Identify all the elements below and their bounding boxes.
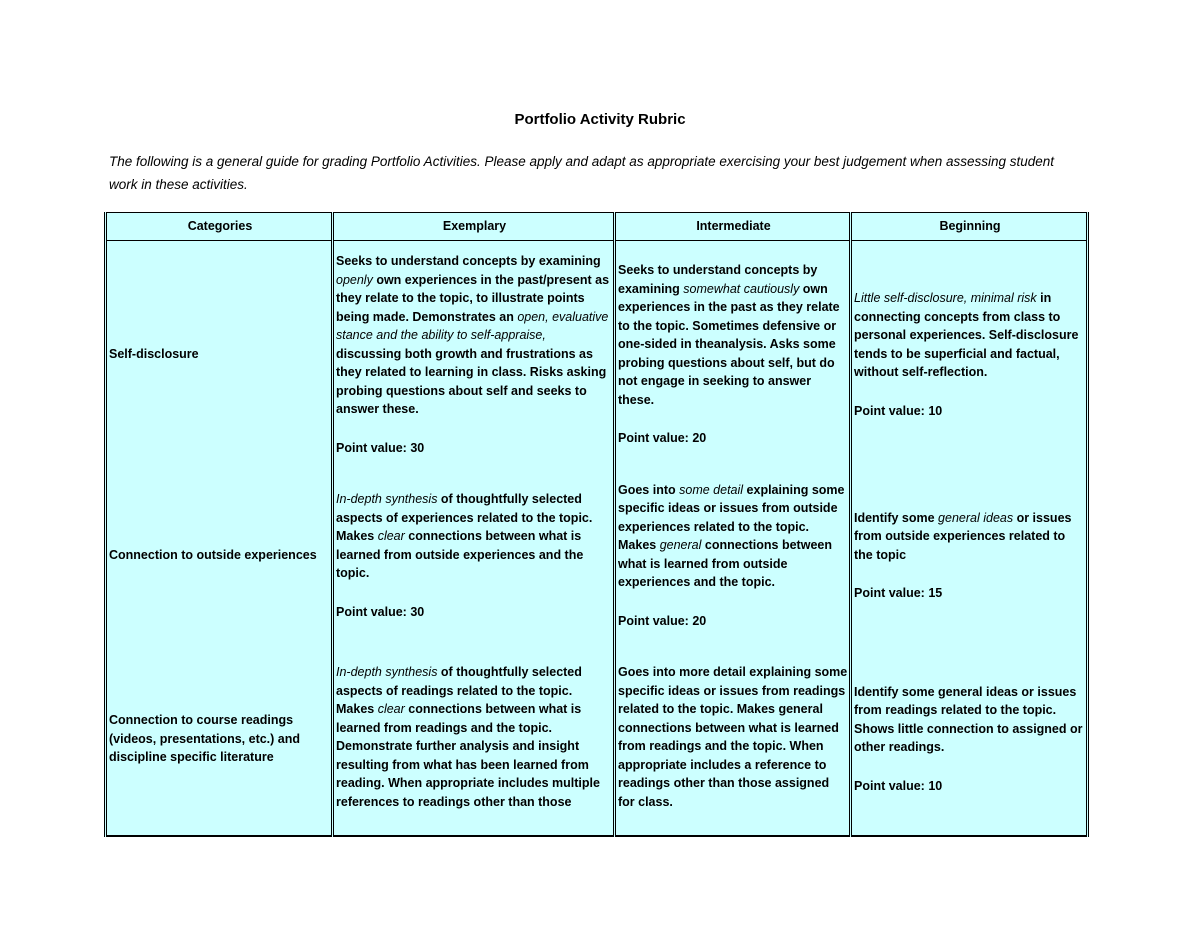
exemplary-cell bbox=[333, 643, 615, 836]
cell-text: Identify some bbox=[854, 510, 939, 525]
point-value: Point value: 10 bbox=[854, 778, 943, 793]
exemplary-cell bbox=[333, 468, 615, 643]
table-row bbox=[106, 643, 1088, 836]
page-title: Portfolio Activity Rubric bbox=[514, 111, 686, 128]
beginning-cell bbox=[851, 643, 1088, 836]
cell-emphasis: some detail bbox=[679, 482, 744, 497]
intermediate-cell bbox=[615, 241, 851, 469]
table-row bbox=[106, 241, 1088, 469]
beginning-cell bbox=[851, 468, 1088, 643]
point-value: Point value: 10 bbox=[854, 403, 943, 418]
cell-emphasis: clear bbox=[377, 702, 405, 716]
point-value: Point value: 20 bbox=[618, 431, 707, 446]
category-cell: Self-disclosure bbox=[106, 241, 333, 469]
intermediate-cell bbox=[615, 468, 851, 643]
cell-emphasis: somewhat cautiously bbox=[683, 281, 800, 296]
cell-emphasis: Little self-disclosure, minimal risk bbox=[854, 291, 1037, 305]
header-intermediate: Intermediate bbox=[615, 213, 851, 241]
cell-text: Identify some general ideas or issues from readings related to the topic. Shows little connection to assigned or other readings. bbox=[854, 684, 1083, 755]
cell-text: Goes into more detail explaining some specific ideas or issues from readings related to the topic. Makes general connections between what is learned from readings and the topic. When appropriate includes a reference to readings other than those assigned for class. bbox=[618, 665, 848, 809]
cell-text: own experiences in the past/present as they relate to the topic, to illustrate points being made. Demonstrates an bbox=[336, 272, 610, 324]
cell-text: of thoughtfully selected aspects of readings related to the topic. Makes bbox=[336, 665, 582, 716]
point-value: Point value: 30 bbox=[336, 440, 425, 455]
cell-text: or issues from outside experiences related to the topic bbox=[854, 510, 1072, 562]
cell-text: explaining some specific ideas or issues from outside experiences related to the topic. Makes bbox=[618, 482, 845, 553]
cell-emphasis: In-depth synthesis bbox=[336, 665, 438, 679]
table-row bbox=[106, 468, 1088, 643]
cell-text: connections between what is learned from readings and the topic. Demonstrate further analysis and insight resulting from what has been learned from reading. When appropriate includes multiple references to readings other than those bbox=[336, 702, 600, 809]
cell-emphasis: open, evaluative stance and the ability to self-appraise, bbox=[336, 309, 609, 342]
header-exemplary: Exemplary bbox=[333, 213, 615, 241]
category-cell: Connection to outside experiences bbox=[106, 468, 333, 643]
exemplary-cell bbox=[333, 241, 615, 469]
header-beginning: Beginning bbox=[851, 213, 1088, 241]
header-categories: Categories bbox=[106, 213, 333, 241]
header-row bbox=[106, 213, 1088, 241]
cell-text: connections between what is learned from outside experiences and the topic. bbox=[336, 529, 584, 580]
cell-text: connections between what is learned from outside experiences and the topic. bbox=[618, 538, 832, 590]
cell-text: Seeks to understand concepts by examining bbox=[618, 263, 818, 296]
cell-text: own experiences in the past as they relate to the topic. Sometimes defensive or one-sided in theanalysis. Asks some probing questions about self, but do not engage in seeking to answer these. bbox=[618, 281, 840, 407]
point-value: Point value: 20 bbox=[618, 613, 707, 628]
point-value: Point value: 15 bbox=[854, 586, 943, 600]
beginning-cell bbox=[851, 241, 1088, 469]
point-value: Point value: 30 bbox=[336, 604, 425, 619]
cell-text: of thoughtfully selected aspects of experiences related to the topic. Makes bbox=[336, 492, 593, 543]
cell-text: in connecting concepts from class to personal experiences. Self-disclosure tends to be superficial and factual, without self-reflection. bbox=[854, 291, 1079, 379]
rubric-table bbox=[104, 212, 1089, 837]
cell-emphasis: In-depth synthesis bbox=[336, 492, 438, 506]
cell-emphasis: clear bbox=[377, 529, 405, 543]
intermediate-cell bbox=[615, 643, 851, 836]
cell-emphasis: general bbox=[659, 538, 702, 553]
cell-text: discussing both growth and frustrations as they related to learning in class. Risks asking probing questions about self and seeks to answer these. bbox=[336, 346, 607, 416]
cell-emphasis: general ideas bbox=[938, 510, 1014, 525]
cell-emphasis: openly bbox=[336, 272, 373, 287]
intro-text: The following is a general guide for grading Portfolio Activities. Please apply and adapt as appropriate exercising your best judgement when assessing student work in these activities. bbox=[109, 154, 1055, 192]
cell-text: Goes into bbox=[618, 482, 680, 497]
category-cell: Connection to course readings (videos, presentations, etc.) and discipline specific literature bbox=[106, 643, 333, 836]
cell-text: Seeks to understand concepts by examining bbox=[336, 254, 601, 268]
